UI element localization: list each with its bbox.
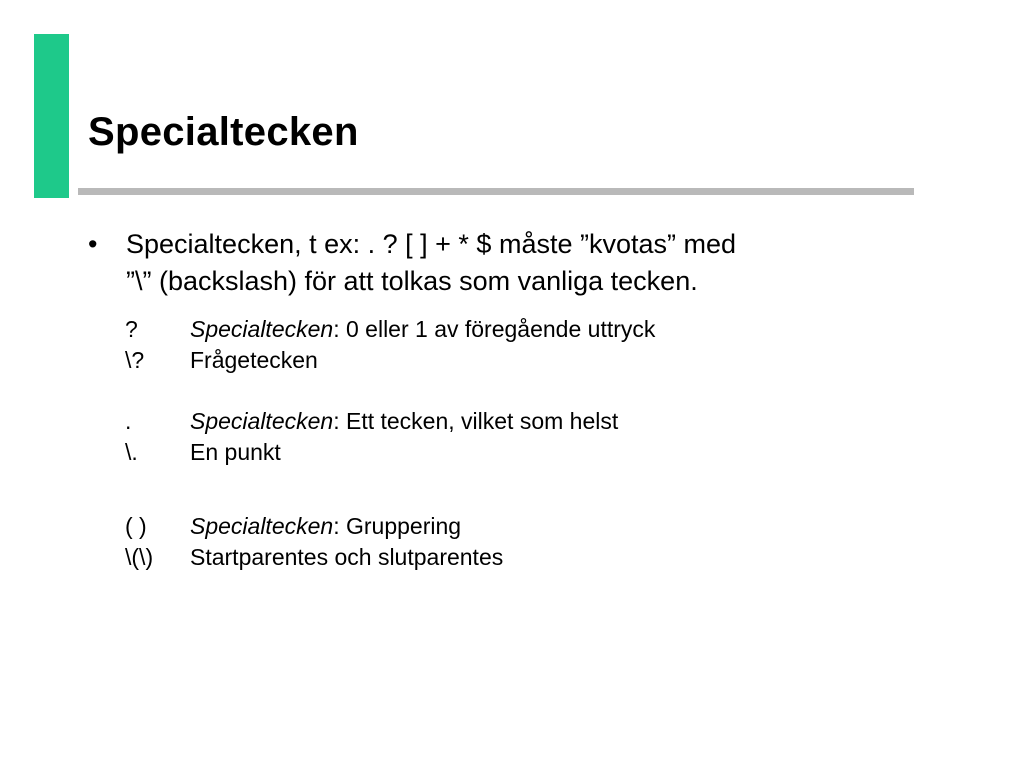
definition-keyword: Specialtecken — [190, 316, 334, 342]
definition-text: En punkt — [190, 439, 281, 465]
bullet-line-1: Specialtecken, t ex: . ? [ ] + * $ måste ”kvotas” med — [126, 229, 737, 259]
definition-symbol: \(\) — [125, 544, 154, 570]
definition-text: : Gruppering — [333, 513, 462, 539]
definition-symbol: \. — [125, 439, 138, 465]
definition-description — [190, 542, 503, 573]
definition-description — [190, 345, 318, 376]
bullet-text — [126, 226, 916, 300]
definition-symbol: . — [125, 408, 132, 434]
slide-title: Specialtecken — [88, 110, 359, 154]
accent-bar — [34, 34, 69, 198]
definition-text: : Ett tecken, vilket som helst — [333, 408, 619, 434]
definition-text: Startparentes och slutparentes — [190, 544, 504, 570]
definition-description — [190, 437, 281, 468]
bullet-marker: • — [88, 229, 98, 259]
definition-description — [190, 314, 655, 345]
definition-symbol: ? — [125, 316, 138, 342]
definition-keyword: Specialtecken — [190, 513, 334, 539]
definition-keyword: Specialtecken — [190, 408, 334, 434]
definition-text: Frågetecken — [190, 347, 318, 373]
definition-symbol: \? — [125, 347, 145, 373]
definition-text: : 0 eller 1 av föregående uttryck — [333, 316, 656, 342]
bullet-line-2: ”\” (backslash) för att tolkas som vanliga tecken. — [126, 266, 698, 296]
definition-description — [190, 406, 618, 437]
title-divider — [78, 188, 914, 195]
definition-symbol: ( ) — [125, 513, 147, 539]
definition-description — [190, 511, 461, 542]
